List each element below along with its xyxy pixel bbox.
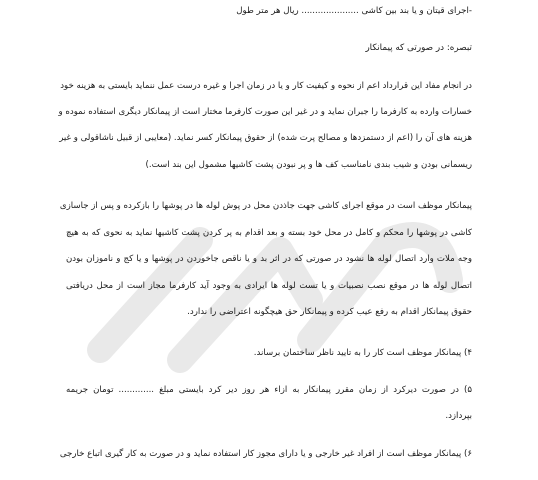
clause-5-continuation: بپردازد. xyxy=(445,411,472,421)
line-note-heading: تبصره: در صورتی که پیمانکار xyxy=(365,43,472,53)
paragraph-line: هزینه های آن را (اعم از دستمزدها و مصالح پرت شده) از حقوق پیمانکار کسر نماید. (معایبی از قبیل ناشاقولی و غیر xyxy=(59,133,472,143)
clause-5: ۵) در صورت دیرکرد از زمان مقرر پیمانکار به ازاء هر روز دیر کرد بایستی مبلغ ............. تومان جریمه xyxy=(66,385,472,395)
paragraph-line: وجه ملات وارد اتصال لوله ها نشود در صورتی که در اثر بد و یا ناقص جاخوردن در پوشها و یا کج و ناموزان بودن xyxy=(66,254,472,264)
paragraph-line: کاشی در پوشها را محکم و کامل در محل خود بسته و بعد اقدام به پر کردن پشت کاشیها نماید به نحوی که به هیچ xyxy=(66,228,472,238)
clause-6: ۶) پیمانکار موظف است از افراد غیر خارجی و یا دارای مجوز کار استفاده نماید و در صورت به کار گیری اتباع خارجی xyxy=(59,449,472,459)
paragraph-line: در انجام مفاد این قرارداد اعم از نحوه و کیفیت کار و یا در زمان اجرا و غیره درست عمل ننماید بایستی به هزینه خود xyxy=(60,81,472,91)
paragraph-line: حقوق پیمانکار اقدام به رفع عیب کرده و پیمانکار حق هیچگونه اعتراضی را ندارد. xyxy=(187,307,472,317)
paragraph-line: اتصال لوله ها در موقع نصب نصبیات و یا تست لوله ها ایرادی به وجود آید کارفرما مجاز است از محل دریافتی xyxy=(66,281,472,291)
line-installation-price: -اجرای قیتان و یا بند بین کاشی ..................... ریال هر متر طول xyxy=(236,6,472,16)
paragraph-line: پیمانکار موظف است در موقع اجرای کاشی جهت جاذدن محل در پوش لوله ها در پوشها را بازکرده و پس از جاسازی xyxy=(59,201,472,211)
clause-4: ۴) پیمانکار موظف است کار را به تایید ناظر ساختمان برساند. xyxy=(253,348,472,358)
paragraph-line: ریسمانی بودن و شیب بندی نامناسب کف ها و پر نبودن پشت کاشیها مشمول این بند است.) xyxy=(145,160,472,170)
paragraph-line: خسارات وارده به کارفرما را جبران نماید و در غیر این صورت کارفرما مختار است از پیمانکار دیگری استفاده نموده و xyxy=(58,107,472,117)
